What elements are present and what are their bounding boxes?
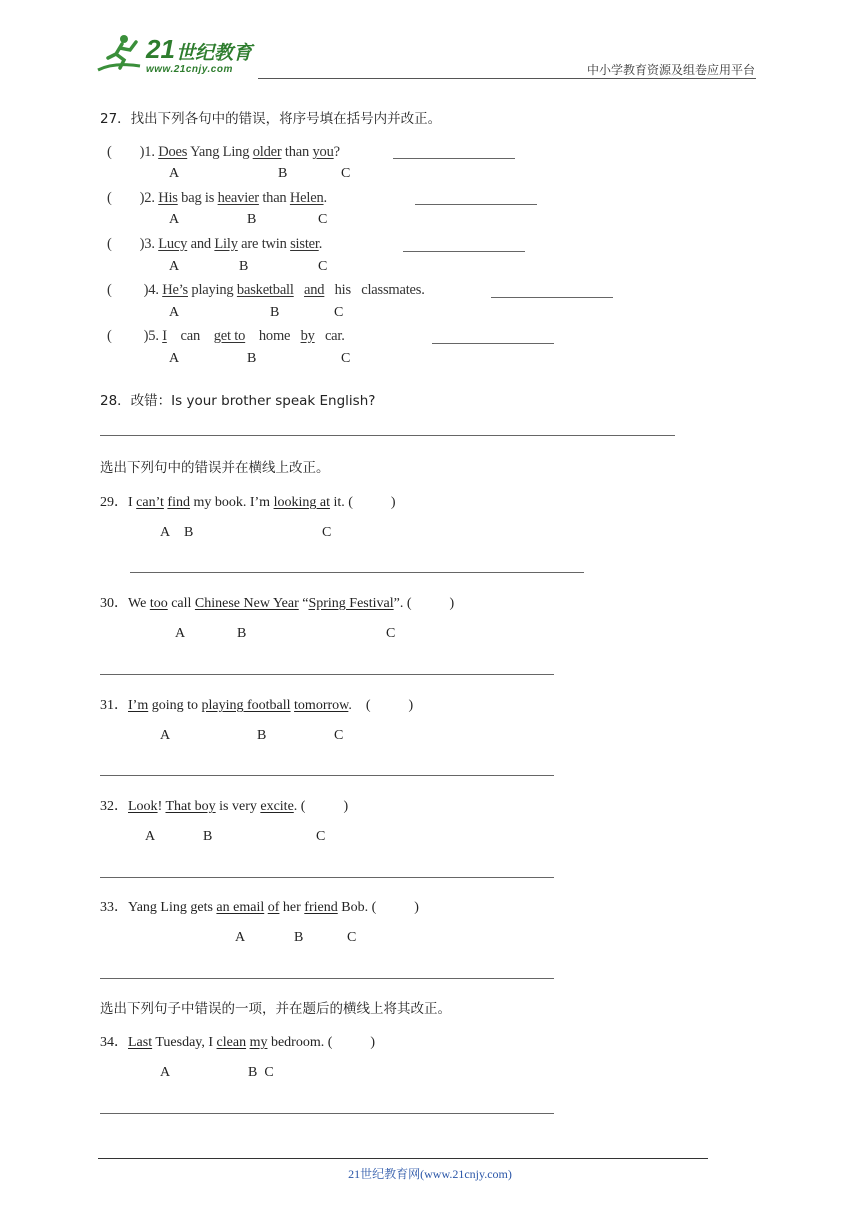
logo-number: 21 <box>146 34 175 64</box>
answer-blank[interactable] <box>403 251 525 252</box>
question-33-text: 33．Yang Ling gets an email of her friend Bob. ( ) <box>100 900 419 915</box>
option-label: C <box>318 212 328 227</box>
list-item: ( )1. Does Yang Ling older than you? <box>107 144 340 160</box>
header-platform-text: 中小学教育资源及组卷应用平台 <box>586 63 755 77</box>
option-label: C <box>322 525 332 540</box>
option-label: B <box>184 525 194 540</box>
option-label: B <box>257 728 267 743</box>
option-label: A <box>169 166 180 181</box>
option-label: A <box>169 212 180 227</box>
option-label: A <box>175 626 186 641</box>
option-label: B C <box>248 1065 274 1080</box>
question-28-text: 28．改错：Is your brother speak English? <box>100 393 376 409</box>
option-label: A <box>160 525 171 540</box>
option-label: C <box>386 626 396 641</box>
option-label: A <box>145 829 156 844</box>
answer-blank[interactable] <box>415 204 537 205</box>
option-label: C <box>347 930 357 945</box>
option-label: A <box>169 305 180 320</box>
option-label: B <box>294 930 304 945</box>
option-label: A <box>160 728 171 743</box>
answer-blank[interactable] <box>100 978 554 979</box>
option-label: B <box>203 829 213 844</box>
footer-divider <box>98 1158 708 1159</box>
option-label: A <box>160 1065 171 1080</box>
question-34-text: 34．Last Tuesday, I clean my bedroom. ( ) <box>100 1035 376 1050</box>
answer-blank[interactable] <box>100 435 675 436</box>
section-2-title: 选出下列句中的错误并在横线上改正。 <box>100 460 330 476</box>
option-label: B <box>278 166 288 181</box>
answer-blank[interactable] <box>100 877 554 878</box>
option-label: C <box>334 728 344 743</box>
list-item: ( )4. He’s playing basketball and his classmates. <box>107 282 425 298</box>
option-label: B <box>247 351 257 366</box>
option-label: C <box>341 166 351 181</box>
option-label: C <box>318 259 328 274</box>
option-label: B <box>239 259 249 274</box>
answer-blank[interactable] <box>100 775 554 776</box>
logo-url: www.21cnjy.com <box>146 64 233 75</box>
option-label: A <box>169 351 180 366</box>
option-label: B <box>247 212 257 227</box>
option-label: B <box>270 305 280 320</box>
footer-link[interactable]: 21世纪教育网(www.21cnjy.com) <box>348 1167 512 1181</box>
answer-blank[interactable] <box>100 674 554 675</box>
question-29-text: 29．I can’t find my book. I’m looking at it. ( ) <box>100 495 396 510</box>
answer-blank[interactable] <box>432 343 554 344</box>
list-item: ( )5. I can get to home by car. <box>107 328 345 344</box>
question-27-title: 27．找出下列各句中的错误，将序号填在括号内并改正。 <box>100 111 442 127</box>
list-item: ( )2. His bag is heavier than Helen. <box>107 190 327 206</box>
answer-blank[interactable] <box>491 297 613 298</box>
question-31-text: 31．I’m going to playing football tomorrow. ( ) <box>100 698 414 713</box>
answer-blank[interactable] <box>130 572 584 573</box>
answer-blank[interactable] <box>100 1113 554 1114</box>
question-30-text: 30．We too call Chinese New Year “Spring Festival”. ( ) <box>100 596 455 611</box>
option-label: B <box>237 626 247 641</box>
section-3-title: 选出下列句子中错误的一项，并在题后的横线上将其改正。 <box>100 1001 451 1017</box>
answer-blank[interactable] <box>393 158 515 159</box>
option-label: A <box>235 930 246 945</box>
list-item: ( )3. Lucy and Lily are twin sister. <box>107 236 323 252</box>
logo-text: 世纪教育 <box>176 42 253 64</box>
option-label: C <box>316 829 326 844</box>
site-logo <box>94 32 264 78</box>
header-divider <box>258 78 756 79</box>
question-32-text: 32．Look! That boy is very excite. ( ) <box>100 799 349 814</box>
option-label: A <box>169 259 180 274</box>
runner-logo-icon <box>94 32 146 76</box>
option-label: C <box>341 351 351 366</box>
option-label: C <box>334 305 344 320</box>
